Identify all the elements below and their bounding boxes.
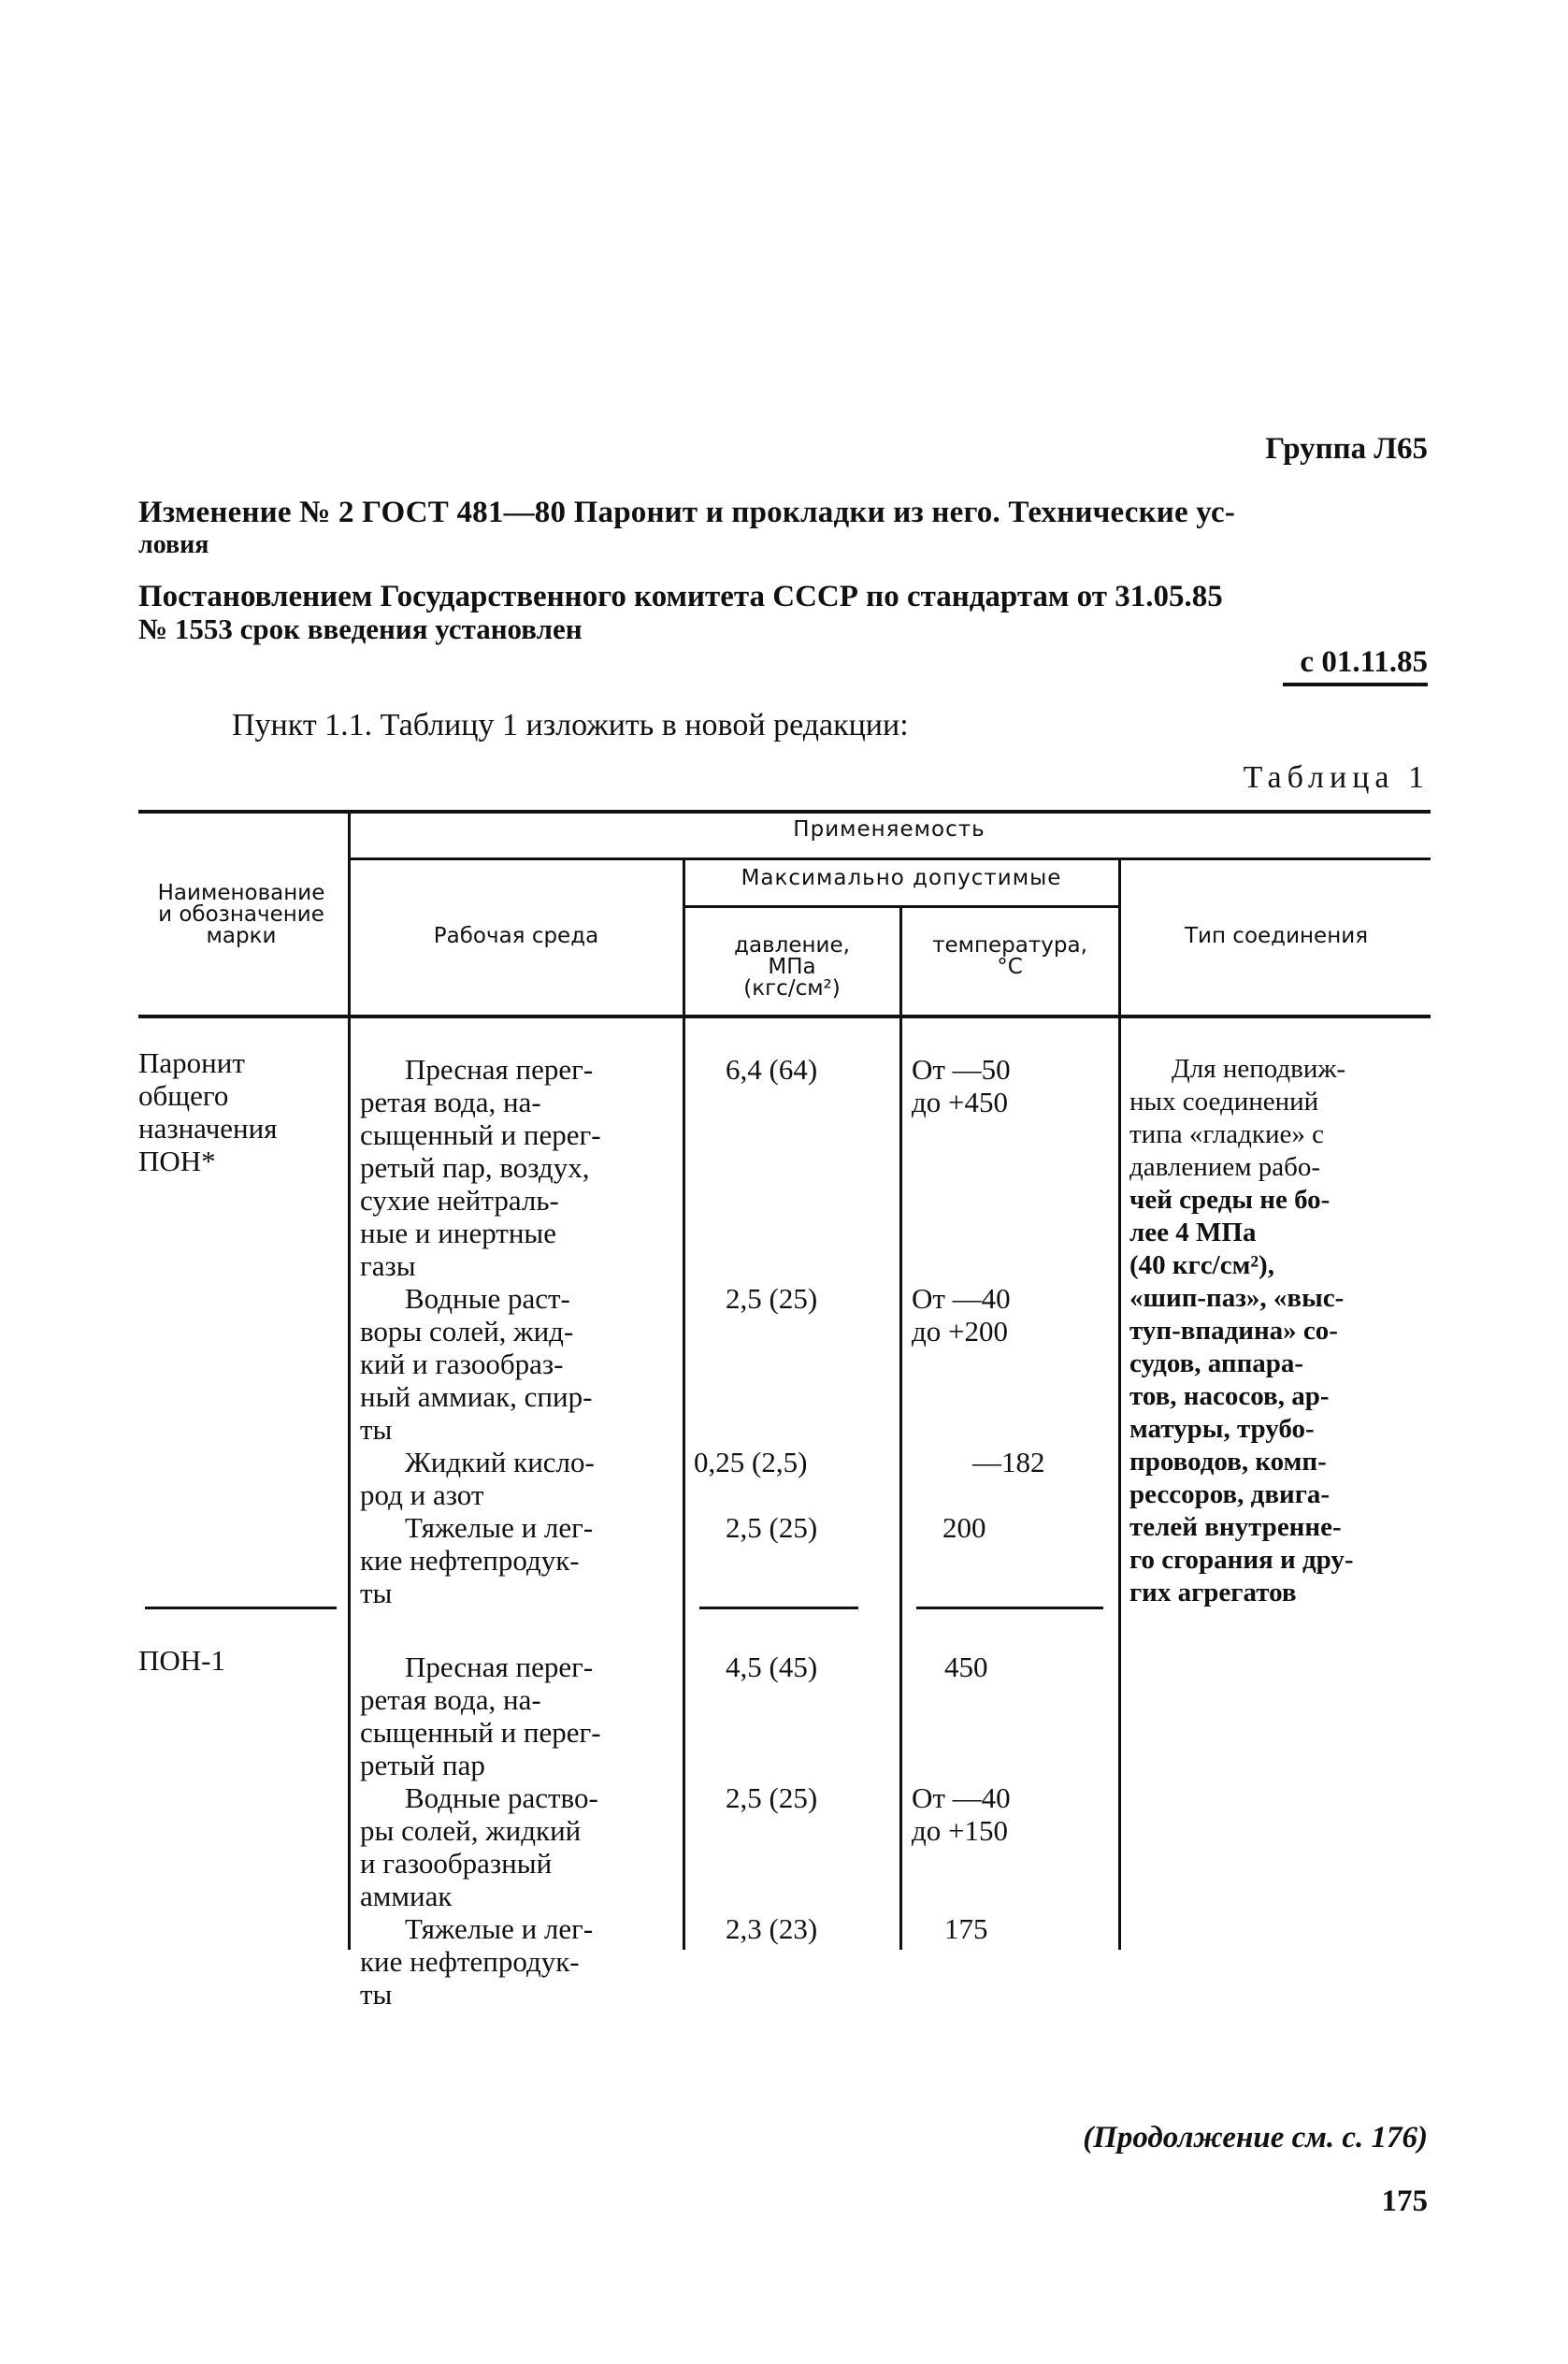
header-name bbox=[138, 883, 344, 947]
header-pressure-line: МПа bbox=[768, 955, 816, 979]
grade1-name-line: общего bbox=[138, 1079, 229, 1112]
medium-line: ты bbox=[360, 1978, 393, 2011]
temperature-line: до +450 bbox=[912, 1086, 1009, 1118]
grade2-medium-1 bbox=[360, 1650, 673, 1781]
connection-line: телей внутренне- bbox=[1129, 1512, 1342, 1542]
medium-line: сыщенный и перег- bbox=[360, 1716, 601, 1749]
connection-line: давлением рабо- bbox=[1129, 1152, 1321, 1182]
connection-line: лее 4 МПа bbox=[1129, 1218, 1257, 1247]
medium-line: Пресная перег- bbox=[405, 1053, 594, 1086]
medium-line: ты bbox=[360, 1577, 393, 1609]
grade1-name bbox=[138, 1046, 278, 1177]
medium-line: Жидкий кисло- bbox=[405, 1446, 595, 1478]
medium-line: род и азот bbox=[360, 1478, 484, 1511]
grade1-medium-2 bbox=[360, 1282, 673, 1446]
header-temperature bbox=[903, 935, 1116, 978]
temperature-line: От —40 bbox=[912, 1282, 1011, 1315]
medium-line: воры солей, жид- bbox=[360, 1315, 574, 1348]
grade1-medium-1 bbox=[360, 1053, 673, 1282]
medium-line: Тяжелые и лег- bbox=[405, 1511, 594, 1544]
connection-line: тов, насосов, ар- bbox=[1129, 1381, 1330, 1411]
grade1-temperature-1 bbox=[912, 1053, 1011, 1118]
temperature-line: От —40 bbox=[912, 1781, 1011, 1814]
header-max-allowed: Максимально допустимые bbox=[741, 866, 1062, 890]
grade2-temperature-1: 450 bbox=[944, 1650, 988, 1683]
grade2-temperature-3: 175 bbox=[944, 1912, 988, 1945]
change-title-line1: Изменение № 2 ГОСТ 481—80 Паронит и прокладки из него. Технические ус- bbox=[138, 496, 1236, 529]
medium-line: кий и газообраз- bbox=[360, 1348, 564, 1380]
col-divider-2 bbox=[683, 860, 685, 1950]
page-number: 175 bbox=[1381, 2184, 1428, 2218]
medium-line: кие нефтепродук- bbox=[360, 1945, 580, 1978]
grade1-name-line: ПОН* bbox=[138, 1145, 216, 1177]
col-divider-4 bbox=[1118, 860, 1121, 1950]
header-pressure bbox=[686, 935, 898, 1000]
connection-line: (40 кгс/см²), bbox=[1129, 1250, 1274, 1280]
decree-date-underline bbox=[1283, 683, 1428, 686]
connection-line: судов, аппара- bbox=[1129, 1348, 1304, 1378]
header-medium: Рабочая среда bbox=[433, 924, 599, 948]
connection-type bbox=[1129, 1053, 1427, 1609]
medium-line: Водные раст- bbox=[405, 1282, 570, 1315]
grade2-temperature-2 bbox=[912, 1781, 1011, 1847]
decree-line1: Постановлением Государственного комитета СССР по стандартам от 31.05.85 bbox=[138, 580, 1223, 613]
connection-line: проводов, комп- bbox=[1129, 1447, 1327, 1477]
grade1-temperature-3: —182 bbox=[972, 1446, 1045, 1478]
medium-line: ры солей, жидкий bbox=[360, 1814, 582, 1847]
medium-line: сыщенный и перег- bbox=[360, 1118, 601, 1151]
applicability-rule bbox=[348, 858, 1431, 860]
connection-line: рессоров, двига- bbox=[1129, 1479, 1331, 1509]
connection-line: матуры, трубо- bbox=[1129, 1414, 1315, 1444]
grade2-medium-2 bbox=[360, 1781, 673, 1912]
col-divider-1 bbox=[348, 814, 351, 1950]
instruction-text: Пункт 1.1. Таблицу 1 изложить в новой редакции: bbox=[232, 708, 909, 742]
medium-line: ретый пар bbox=[360, 1749, 485, 1781]
decree-date: с 01.11.85 bbox=[1300, 645, 1428, 679]
header-bottom-rule bbox=[138, 1015, 1431, 1018]
medium-line: Тяжелые и лег- bbox=[405, 1912, 594, 1945]
connection-line: ных соединений bbox=[1129, 1087, 1319, 1117]
connection-line: го сгорания и дру- bbox=[1129, 1545, 1354, 1575]
grade2-pressure-1: 4,5 (45) bbox=[726, 1650, 818, 1683]
temperature-line: до +200 bbox=[912, 1315, 1009, 1348]
grade2-pressure-3: 2,3 (23) bbox=[726, 1912, 818, 1945]
connection-line: «шип-паз», «выс- bbox=[1129, 1283, 1345, 1313]
change-title-line2: ловия bbox=[138, 530, 209, 559]
medium-line: Пресная перег- bbox=[405, 1650, 594, 1683]
grade1-name-line: назначения bbox=[138, 1112, 278, 1145]
medium-line: Водные раство- bbox=[405, 1781, 598, 1814]
medium-line: и газообразный bbox=[360, 1847, 553, 1880]
table-caption: Таблица 1 bbox=[1243, 760, 1430, 795]
grade1-medium-3 bbox=[360, 1446, 673, 1511]
grade-separator-pressure bbox=[699, 1607, 858, 1609]
medium-line: ты bbox=[360, 1413, 393, 1446]
grade1-pressure-3: 0,25 (2,5) bbox=[694, 1446, 808, 1478]
grade1-temperature-4: 200 bbox=[942, 1511, 986, 1544]
grade1-temperature-2 bbox=[912, 1282, 1011, 1348]
header-name-line: марки bbox=[206, 924, 277, 948]
medium-line: аммиак bbox=[360, 1880, 453, 1912]
medium-line: ретая вода, на- bbox=[360, 1086, 541, 1118]
header-name-line: Наименование bbox=[157, 881, 325, 905]
temperature-line: до +150 bbox=[912, 1814, 1009, 1847]
header-name-line: и обозначение bbox=[158, 902, 324, 927]
grade1-pressure-2: 2,5 (25) bbox=[726, 1282, 818, 1315]
header-pressure-line: давление, bbox=[734, 933, 850, 958]
medium-line: кие нефтепродук- bbox=[360, 1544, 580, 1577]
grade-separator-name bbox=[145, 1607, 337, 1609]
header-pressure-line: (кгс/см²) bbox=[743, 976, 841, 1001]
header-applicability: Применяемость bbox=[793, 817, 985, 842]
header-temperature-line: температура, bbox=[932, 933, 1087, 958]
grade1-medium-4 bbox=[360, 1511, 673, 1609]
grade2-pressure-2: 2,5 (25) bbox=[726, 1781, 818, 1814]
temperature-line: От —50 bbox=[912, 1053, 1011, 1086]
medium-line: ный аммиак, спир- bbox=[360, 1380, 593, 1413]
table-top-rule bbox=[138, 810, 1431, 814]
medium-line: сухие нейтраль- bbox=[360, 1184, 559, 1217]
grade2-medium-3 bbox=[360, 1912, 673, 2011]
connection-line: Для неподвиж- bbox=[1172, 1054, 1346, 1084]
max-allowed-rule bbox=[684, 905, 1120, 908]
medium-line: ные и инертные bbox=[360, 1217, 557, 1249]
connection-line: типа «гладкие» с bbox=[1129, 1119, 1324, 1149]
medium-line: ретая вода, на- bbox=[360, 1683, 541, 1716]
grade-separator-temperature bbox=[916, 1607, 1103, 1609]
grade1-pressure-4: 2,5 (25) bbox=[726, 1511, 818, 1544]
connection-line: туп-впадина» со- bbox=[1129, 1316, 1338, 1346]
header-temperature-line: °С bbox=[997, 955, 1023, 979]
decree-line2: № 1553 срок введения установлен bbox=[138, 613, 583, 645]
header-connection: Тип соединения bbox=[1184, 924, 1369, 948]
connection-line: гих агрегатов bbox=[1129, 1578, 1297, 1607]
medium-line: ретый пар, воздух, bbox=[360, 1151, 590, 1184]
grade1-pressure-1: 6,4 (64) bbox=[726, 1053, 818, 1086]
continuation-note: (Продолжение см. с. 176) bbox=[1083, 2121, 1428, 2155]
col-divider-3 bbox=[899, 908, 902, 1950]
medium-line: газы bbox=[360, 1249, 416, 1282]
connection-line: чей среды не бо- bbox=[1129, 1185, 1331, 1215]
grade2-name: ПОН-1 bbox=[138, 1644, 225, 1677]
grade1-name-line: Паронит bbox=[138, 1046, 245, 1079]
group-label: Группа Л65 bbox=[1265, 432, 1428, 466]
